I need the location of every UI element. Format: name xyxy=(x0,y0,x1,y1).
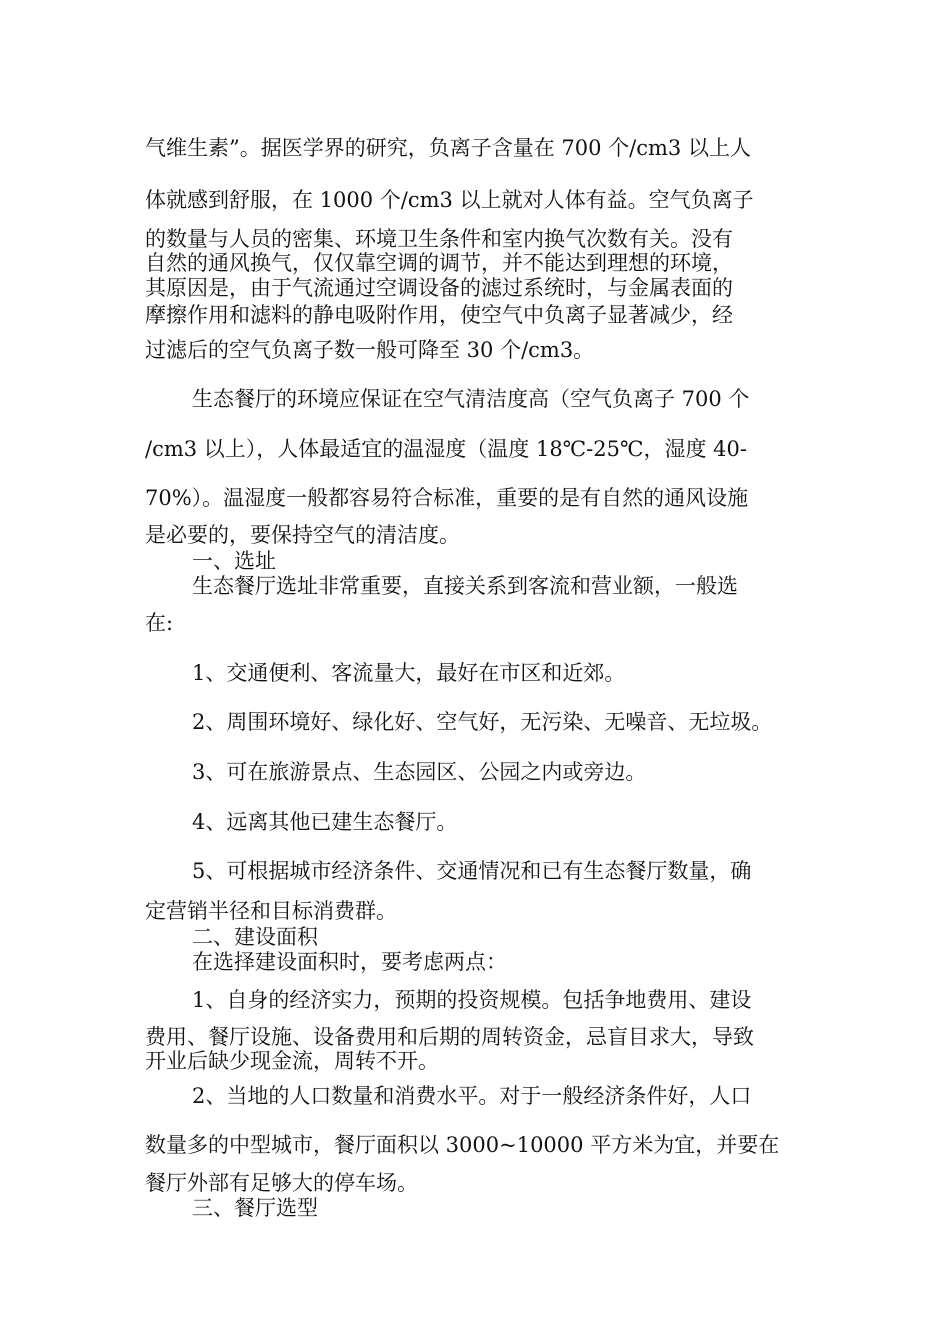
section-heading: 二、建设面积 xyxy=(192,925,318,949)
text-line: 的数量与人员的密集、环境卫生条件和室内换气次数有关。没有 xyxy=(145,227,733,251)
text-line: /cm3 以上），人体最适宜的温湿度（温度 18℃-25℃，湿度 40- xyxy=(145,437,747,461)
text-line: 在: xyxy=(145,611,174,635)
list-item: 1、交通便利、客流量大，最好在市区和近郊。 xyxy=(192,661,626,685)
text-line: 自然的通风换气，仅仅靠空调的调节，并不能达到理想的环境， xyxy=(145,251,733,275)
text-line: 数量多的中型城市，餐厅面积以 3000~10000 平方米为宜，并要在 xyxy=(145,1133,780,1157)
text-line: 定营销半径和目标消费群。 xyxy=(145,899,397,923)
text-line: 费用、餐厅设施、设备费用和后期的周转资金，忌盲目求大，导致 xyxy=(145,1025,754,1049)
section-heading: 一、选址 xyxy=(192,549,276,573)
text-line: 是必要的，要保持空气的清洁度。 xyxy=(145,523,460,547)
text-line: 其原因是，由于气流通过空调设备的滤过系统时，与金属表面的 xyxy=(145,276,733,300)
text-line: 体就感到舒服，在 1000 个/cm3 以上就对人体有益。空气负离子 xyxy=(145,188,754,212)
list-item: 4、远离其他已建生态餐厅。 xyxy=(192,810,458,834)
text-line: 开业后缺少现金流，周转不开。 xyxy=(145,1049,439,1073)
list-item: 2、当地的人口数量和消费水平。对于一般经济条件好，人口 xyxy=(192,1084,752,1108)
text-line: 气维生素”。据医学界的研究，负离子含量在 700 个/cm3 以上人 xyxy=(145,136,751,160)
text-line: 70%）。温湿度一般都容易符合标准，重要的是有自然的通风设施 xyxy=(145,486,749,510)
list-item: 5、可根据城市经济条件、交通情况和已有生态餐厅数量，确 xyxy=(192,859,752,883)
text-line: 餐厅外部有足够大的停车场。 xyxy=(145,1171,418,1195)
list-item: 2、周围环境好、绿化好、空气好，无污染、无噪音、无垃圾。 xyxy=(192,710,773,734)
text-line: 生态餐厅的环境应保证在空气清洁度高（空气负离子 700 个 xyxy=(192,387,750,411)
text-line: 摩擦作用和滤料的静电吸附作用，使空气中负离子显著减少，经 xyxy=(145,303,733,327)
text-line: 过滤后的空气负离子数一般可降至 30 个/cm3。 xyxy=(145,338,595,362)
text-line: 在选择建设面积时，要考虑两点： xyxy=(192,950,507,974)
list-item: 3、可在旅游景点、生态园区、公园之内或旁边。 xyxy=(192,760,647,784)
section-heading: 三、餐厅选型 xyxy=(192,1196,318,1220)
text-line: 生态餐厅选址非常重要，直接关系到客流和营业额，一般选 xyxy=(192,574,738,598)
list-item: 1、自身的经济实力，预期的投资规模。包括争地费用、建设 xyxy=(192,988,752,1012)
